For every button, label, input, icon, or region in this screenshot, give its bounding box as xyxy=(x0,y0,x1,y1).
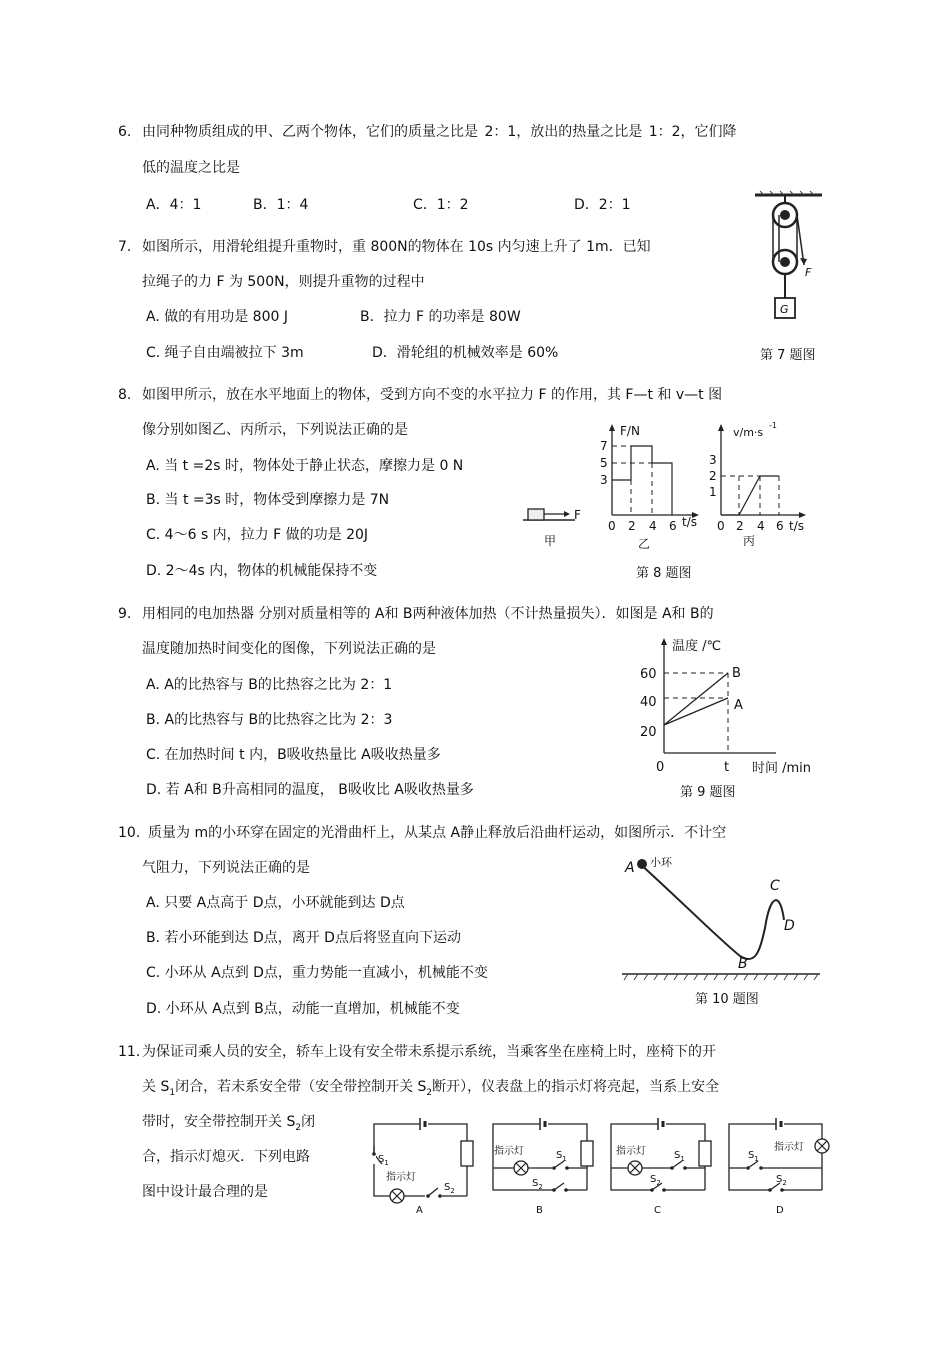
circuit-c-s2: $S_2$ xyxy=(650,1174,661,1187)
q8-option-d[interactable]: D. 2～4s 内，物体的机械能保持不变 xyxy=(146,563,378,579)
yi-xtick-0: 0 xyxy=(608,519,616,533)
q6-option-c[interactable]: C．1：2 xyxy=(413,197,469,213)
q10-option-a[interactable]: A. 只要 A点高于 D点，小环就能到达 D点 xyxy=(146,895,405,911)
circuit-d-lamp-label: 指示灯 xyxy=(774,1142,804,1153)
circuit-c-s1: $S_1$ xyxy=(674,1150,685,1163)
q7-figure-caption: 第 7 题图 xyxy=(760,348,816,363)
q9-xlabel: 时间 /min xyxy=(752,761,812,776)
yi-xtick-2: 2 xyxy=(628,519,636,533)
circuit-d-s2: $S_2$ xyxy=(776,1174,787,1187)
q9-ylabel: 温度 /℃ xyxy=(672,639,722,654)
yi-ytick-3: 3 xyxy=(600,473,608,487)
q6-stem-line1: 由同种物质组成的甲、乙两个物体，它们的质量之比是 2：1，放出的热量之比是 1：2，它们降 xyxy=(142,124,737,140)
q10-stem-line1: 质量为 m的小环穿在固定的光滑曲杆上，从某点 A静止释放后沿曲杆运动，如图所示．不计空 xyxy=(148,825,727,841)
q8-figure-caption: 第 8 题图 xyxy=(636,566,692,581)
circuit-c-label: C xyxy=(654,1205,661,1216)
q8-number: 8. xyxy=(118,387,132,403)
q9-number: 9. xyxy=(118,606,132,622)
q9-option-c[interactable]: C. 在加热时间 t 内，B吸收热量比 A吸收热量多 xyxy=(146,747,441,763)
q7-option-a[interactable]: A. 做的有用功是 800 J xyxy=(146,309,288,325)
q11-number: 11. xyxy=(118,1044,141,1060)
yi-ylabel: F/N xyxy=(620,424,640,438)
bing-ytick-1: 1 xyxy=(709,485,717,499)
q9-option-a[interactable]: A. A的比热容与 B的比热容之比为 2：1 xyxy=(146,677,393,693)
q10-number: 10. xyxy=(118,825,141,841)
bing-ylabel: v/m·s xyxy=(733,426,764,439)
yi-ytick-7: 7 xyxy=(600,439,608,453)
q10-option-b[interactable]: B. 若小环能到达 D点，离开 D点后将竖直向下运动 xyxy=(146,930,461,946)
q11-stem-line3: 带时，安全带控制开关 $S_2$闭 xyxy=(142,1114,316,1133)
q11-stem-line1: 为保证司乘人员的安全，轿车上设有安全带未系提示系统，当乘客坐在座椅上时，座椅下的开 xyxy=(142,1044,716,1060)
q9-ytick-40: 40 xyxy=(640,695,657,710)
q10-point-d: D xyxy=(784,918,795,934)
bing-xtick-4: 4 xyxy=(757,519,765,533)
circuit-d-s1: $S_1$ xyxy=(748,1150,759,1163)
q9-temperature-time-graph xyxy=(636,630,816,780)
q8-figure-yi-F-t xyxy=(598,418,708,553)
pulley-system-figure xyxy=(750,190,830,330)
q9-t-label: t xyxy=(724,760,730,775)
q10-figure-caption: 第 10 题图 xyxy=(695,992,759,1007)
q9-stem-line2: 温度随加热时间变化的图像，下列说法正确的是 xyxy=(142,641,436,657)
circuit-option-c[interactable] xyxy=(608,1116,718,1216)
circuit-a-lamp-label: 指示灯 xyxy=(386,1172,416,1183)
q7-option-d[interactable]: D．滑轮组的机械效率是 60% xyxy=(372,345,559,361)
bing-xtick-2: 2 xyxy=(736,519,744,533)
bing-label: 丙 xyxy=(743,534,756,548)
yi-label: 乙 xyxy=(638,537,651,551)
circuit-b-label: B xyxy=(536,1205,543,1216)
q7-number: 7. xyxy=(118,239,132,255)
q8-figure-bing-v-t xyxy=(705,418,815,553)
bing-xtick-0: 0 xyxy=(717,519,725,533)
yi-xtick-6: 6 xyxy=(669,519,677,533)
jia-force-label: F xyxy=(574,508,581,522)
circuit-option-a[interactable] xyxy=(370,1116,480,1216)
q8-stem-line1: 如图甲所示，放在水平地面上的物体，受到方向不变的水平拉力 F 的作用，其 F—t 和 v—t 图 xyxy=(142,387,723,403)
circuit-option-d[interactable] xyxy=(726,1116,836,1216)
q11-stem-line2: 关 $S_1$闭合，若未系安全带（安全带控制开关 $S_2$断开），仪表盘上的指示灯将亮起，当系上安全 xyxy=(142,1079,720,1098)
yi-ytick-5: 5 xyxy=(600,456,608,470)
yi-xtick-4: 4 xyxy=(649,519,657,533)
yi-xlabel: t/s xyxy=(682,515,697,529)
bing-xtick-6: 6 xyxy=(776,519,784,533)
q8-option-a[interactable]: A. 当 t =2s 时，物体处于静止状态，摩擦力是 0 N xyxy=(146,458,464,474)
q10-point-c: C xyxy=(770,878,780,894)
q8-option-b[interactable]: B. 当 t =3s 时，物体受到摩擦力是 7N xyxy=(146,492,390,508)
q9-option-d[interactable]: D. 若 A和 B升高相同的温度， B吸收比 A吸收热量多 xyxy=(146,782,474,798)
circuit-a-label: A xyxy=(416,1205,423,1216)
pulley-weight-label: G xyxy=(780,303,789,316)
bing-xlabel: t/s xyxy=(789,519,804,533)
circuit-option-b[interactable] xyxy=(490,1116,600,1216)
q6-stem-line2: 低的温度之比是 xyxy=(142,160,240,176)
q7-option-c[interactable]: C. 绳子自由端被拉下 3m xyxy=(146,345,304,361)
q10-option-c[interactable]: C. 小环从 A点到 D点，重力势能一直减小，机械能不变 xyxy=(146,965,488,981)
q9-origin: 0 xyxy=(656,760,665,775)
circuit-b-s2: $S_2$ xyxy=(532,1178,543,1191)
q11-stem-line4: 合，指示灯熄灭．下列电路 xyxy=(142,1149,310,1165)
q8-option-c[interactable]: C. 4～6 s 内，拉力 F 做的功是 20J xyxy=(146,527,369,543)
circuit-d-label: D xyxy=(776,1205,784,1216)
q11-stem-line5: 图中设计最合理的是 xyxy=(142,1184,268,1200)
q10-point-a: A xyxy=(625,860,635,876)
q9-ytick-20: 20 xyxy=(640,725,657,740)
q9-line-a-label: A xyxy=(734,698,743,713)
q9-line-b-label: B xyxy=(732,666,741,681)
q6-option-a[interactable]: A．4：1 xyxy=(146,197,202,213)
q10-curved-rod-figure xyxy=(620,850,825,985)
q7-option-b[interactable]: B．拉力 F 的功率是 80W xyxy=(360,309,521,325)
q7-stem-line1: 如图所示，用滑轮组提升重物时，重 800N的物体在 10s 内匀速上升了 1m．已知 xyxy=(142,239,651,255)
bing-ylabel-exponent: -1 xyxy=(769,421,777,430)
bing-ytick-3: 3 xyxy=(709,453,717,467)
pulley-force-label: F xyxy=(805,266,812,279)
circuit-b-lamp-label: 指示灯 xyxy=(494,1146,524,1157)
q6-option-b[interactable]: B．1：4 xyxy=(253,197,309,213)
q6-number: 6. xyxy=(118,124,132,140)
q10-option-d[interactable]: D. 小环从 A点到 B点，动能一直增加，机械能不变 xyxy=(146,1001,460,1017)
q9-stem-line1: 用相同的电加热器 分别对质量相等的 A和 B两种液体加热（不计热量损失）．如图是 A和 B的 xyxy=(142,606,714,622)
q6-option-d[interactable]: D．2：1 xyxy=(574,197,631,213)
circuit-a-s1: $S_1$ xyxy=(378,1154,389,1167)
q10-stem-line2: 气阻力，下列说法正确的是 xyxy=(142,860,310,876)
q9-option-b[interactable]: B. A的比热容与 B的比热容之比为 2：3 xyxy=(146,712,393,728)
q10-ring-label: 小环 xyxy=(650,856,672,869)
q8-stem-line2: 像分别如图乙、丙所示，下列说法正确的是 xyxy=(142,422,408,438)
circuit-b-s1: $S_1$ xyxy=(556,1150,567,1163)
q9-figure-caption: 第 9 题图 xyxy=(680,785,736,800)
q9-ytick-60: 60 xyxy=(640,667,657,682)
circuit-c-lamp-label: 指示灯 xyxy=(616,1146,646,1157)
jia-label: 甲 xyxy=(544,534,557,548)
q10-point-b: B xyxy=(738,956,748,972)
circuit-a-s2: $S_2$ xyxy=(444,1182,455,1195)
q7-stem-line2: 拉绳子的力 F 为 500N，则提升重物的过程中 xyxy=(142,274,425,290)
q8-figure-jia xyxy=(520,500,590,550)
bing-ytick-2: 2 xyxy=(709,469,717,483)
